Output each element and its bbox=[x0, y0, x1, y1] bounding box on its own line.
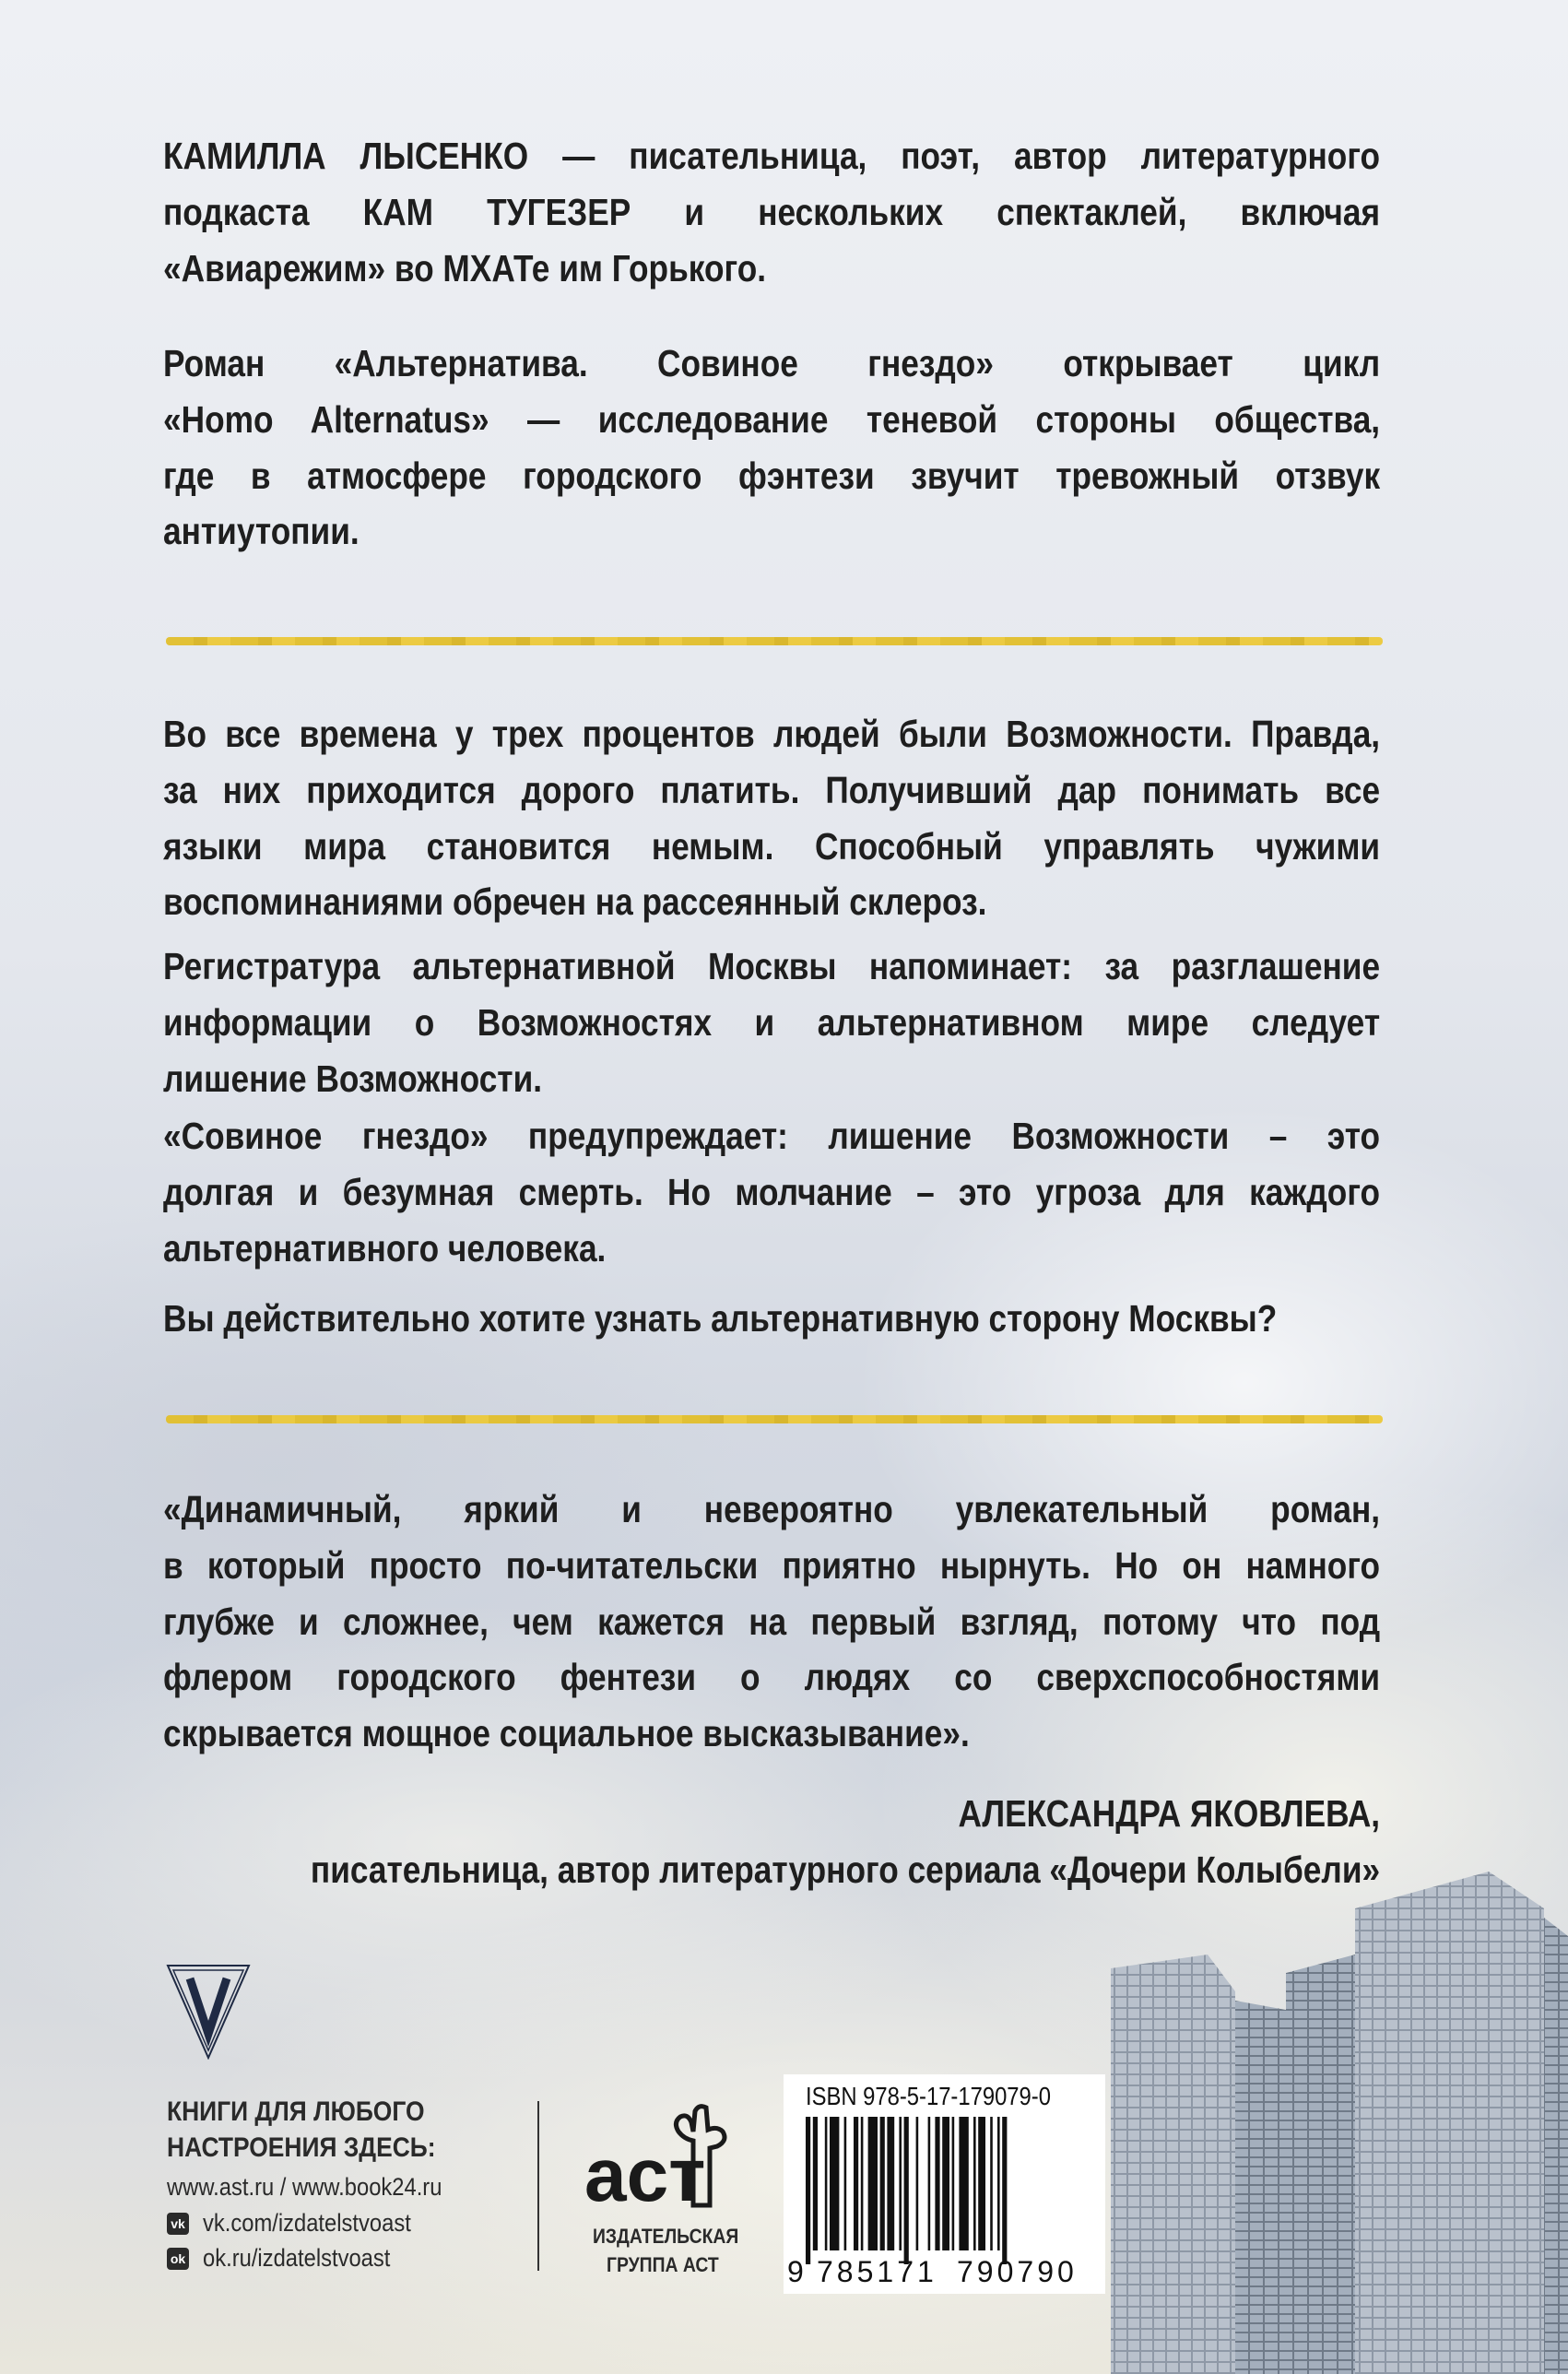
text-line: КАМИЛЛА ЛЫСЕНКО — писательница, поэт, автор литературного bbox=[163, 135, 1381, 177]
barcode-bar bbox=[844, 2117, 847, 2250]
attribution-role: писательница, автор литературного сериала «Дочери Колыбели» bbox=[310, 1848, 1381, 1891]
barcode-bar bbox=[997, 2117, 1000, 2250]
barcode-bar bbox=[825, 2117, 828, 2250]
yellow-divider bbox=[166, 637, 1383, 645]
barcode-bar bbox=[978, 2117, 985, 2250]
barcode-bar bbox=[959, 2117, 968, 2250]
website-links[interactable]: www.ast.ru / www.book24.ru bbox=[167, 2173, 442, 2201]
text-line: воспоминаниями обречен на рассеянный склероз. bbox=[163, 880, 987, 924]
text-line: подкаста КАМ ТУГЕЗЕР и нескольких спектаклей, включая bbox=[163, 190, 1381, 233]
barcode-bars bbox=[806, 2117, 1087, 2264]
footer-heading: КНИГИ ДЛЯ ЛЮБОГО bbox=[167, 2096, 425, 2127]
barcode-bar bbox=[813, 2117, 818, 2250]
ast-logo-icon bbox=[583, 2104, 744, 2219]
text-line: Вы действительно хотите узнать альтернативную сторону Москвы? bbox=[163, 1297, 1278, 1340]
vk-icon: vk bbox=[167, 2213, 189, 2235]
text-line: за них приходится дорого платить. Получивший дар понимать все bbox=[163, 768, 1381, 811]
footer-heading: НАСТРОЕНИЯ ЗДЕСЬ: bbox=[167, 2132, 436, 2163]
barcode-bar bbox=[880, 2117, 885, 2250]
text-line: флером городского фентези о людях со сверхспособностями bbox=[163, 1656, 1381, 1699]
barcode-bar bbox=[806, 2117, 810, 2264]
text-line: глубже и сложнее, чем кажется на первый взгляд, потому что под bbox=[163, 1600, 1381, 1643]
text-line: в который просто по-читательски приятно нырнуть. Но он намного bbox=[163, 1543, 1381, 1587]
svg-text:аст: аст bbox=[584, 2133, 706, 2217]
text-line: «Авиарежим» во МХАТе им Горького. bbox=[163, 246, 767, 289]
barcode-bar bbox=[916, 2117, 919, 2250]
barcode-bar bbox=[973, 2117, 976, 2250]
barcode-bar bbox=[990, 2117, 993, 2250]
text-line: альтернативного человека. bbox=[163, 1226, 607, 1270]
text-line: антиутопии. bbox=[163, 510, 360, 553]
text-line: информации о Возможностях и альтернативном мире следует bbox=[163, 1000, 1381, 1044]
text-line: Во все времена у трех процентов людей были Возможности. Правда, bbox=[163, 713, 1381, 755]
isbn-digits: 790790 bbox=[957, 2255, 1078, 2288]
barcode-bar bbox=[830, 2117, 839, 2250]
footer-divider bbox=[537, 2101, 539, 2271]
text-line: «Динамичный, яркий и невероятно увлекательный роман, bbox=[163, 1488, 1381, 1530]
text-line: Регистратура альтернативной Москвы напоминает: за разглашение bbox=[163, 945, 1381, 987]
barcode-bar bbox=[928, 2117, 931, 2250]
barcode-bar bbox=[854, 2117, 858, 2250]
barcode-bar bbox=[868, 2117, 878, 2250]
barcode-bar bbox=[887, 2117, 894, 2250]
barcode-bar bbox=[904, 2117, 909, 2264]
isbn-label: ISBN 978-5-17-179079-0 bbox=[806, 2082, 1051, 2110]
text-line: лишение Возможности. bbox=[163, 1057, 543, 1100]
text-line: где в атмосфере городского фэнтези звучит тревожный отзвук bbox=[163, 454, 1381, 497]
barcode-bar bbox=[1002, 2117, 1007, 2264]
text-line: «Homo Alternatus» — исследование теневой стороны общества, bbox=[163, 397, 1381, 441]
text-line: «Совиное гнездо» предупреждает: лишение Возможности – это bbox=[163, 1115, 1381, 1157]
text-line: Роман «Альтернатива. Совиное гнездо» открывает цикл bbox=[163, 342, 1381, 384]
text-line: долгая и безумная смерть. Но молчание – это угроза для каждого bbox=[163, 1170, 1381, 1213]
isbn-digits: 785171 bbox=[817, 2255, 937, 2288]
barcode-bar bbox=[861, 2117, 864, 2250]
barcode-bar bbox=[952, 2117, 955, 2250]
back-cover-text bbox=[163, 0, 1380, 1936]
text-line: языки мира становится немым. Способный управлять чужими bbox=[163, 824, 1381, 868]
v-logo-icon bbox=[166, 1964, 251, 2060]
publisher-name: ИЗДАТЕЛЬСКАЯ bbox=[593, 2225, 739, 2248]
yellow-divider bbox=[166, 1415, 1383, 1423]
barcode-bar bbox=[935, 2117, 939, 2250]
isbn-barcode bbox=[784, 2074, 1105, 2294]
text-line: скрывается мощное социальное высказывание». bbox=[163, 1712, 970, 1755]
barcode-bar bbox=[942, 2117, 949, 2250]
isbn-digit: 9 bbox=[787, 2255, 804, 2288]
vk-link[interactable]: vk.com/izdatelstvoast bbox=[203, 2209, 411, 2237]
skyscrapers-image bbox=[1102, 1853, 1568, 2374]
ok-icon: ok bbox=[167, 2248, 189, 2270]
barcode-bar bbox=[899, 2117, 902, 2250]
ok-link[interactable]: ok.ru/izdatelstvoast bbox=[203, 2244, 391, 2272]
publisher-name: ГРУППА АСТ bbox=[607, 2253, 719, 2276]
attribution-name: АЛЕКСАНДРА ЯКОВЛЕВА, bbox=[958, 1792, 1381, 1835]
